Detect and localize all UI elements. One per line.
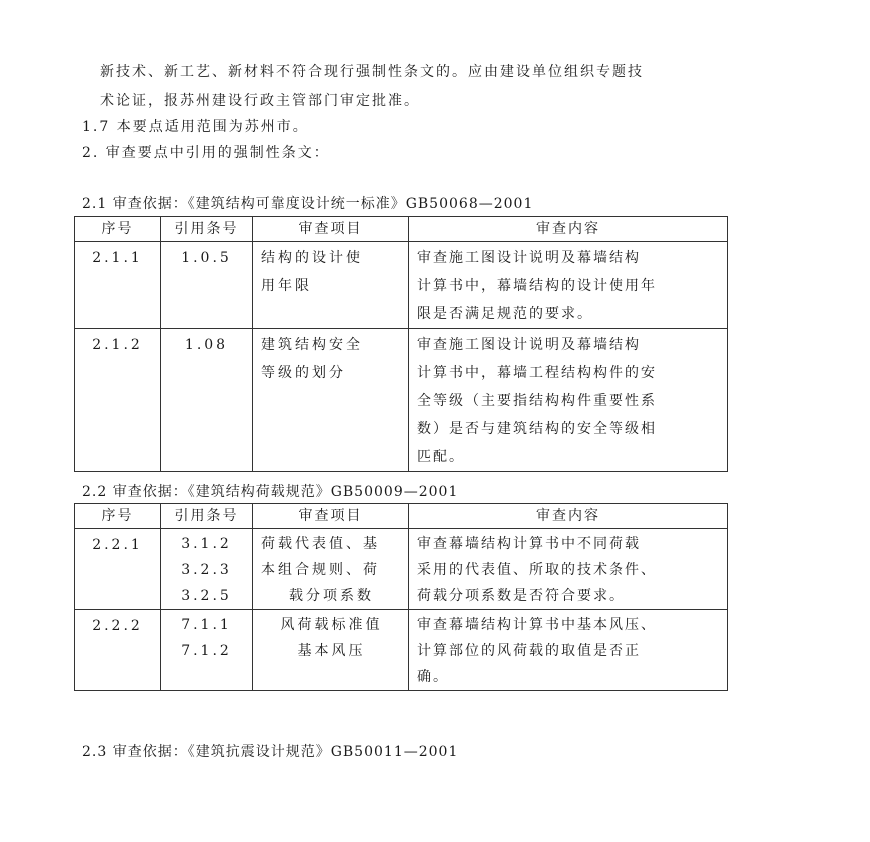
content-line: 采用的代表值、所取的技术条件、: [417, 562, 657, 578]
row-no: 2.2.1: [75, 529, 161, 610]
content-line: 荷载分项系数是否符合要求。: [417, 588, 625, 604]
content-line: 计算书中，幕墙结构的设计使用年: [417, 278, 657, 294]
content-line: 审查幕墙结构计算书中不同荷载: [417, 536, 641, 552]
item-line: 基本风压: [297, 643, 366, 659]
content-line: 审查施工图设计说明及幕墙结构: [417, 250, 641, 266]
intro-line-3: 1.7 本要点适用范围为苏州市。: [82, 119, 309, 135]
item-line: 等级的划分: [261, 365, 346, 381]
row-content: [409, 610, 728, 691]
header-no: 序号: [75, 217, 161, 242]
table-header-row: [75, 504, 728, 529]
row-no: 2.1.1: [75, 242, 161, 329]
row-content: [409, 529, 728, 610]
ref-line: 1.08: [184, 337, 229, 353]
row-no: 2.1.2: [75, 329, 161, 472]
header-content: 审查内容: [409, 504, 728, 529]
ref-line: 7.1.2: [181, 643, 232, 659]
row-ref: [161, 329, 253, 472]
header-content: 审查内容: [409, 217, 728, 242]
content-line: 匹配。: [417, 449, 465, 465]
header-no: 序号: [75, 504, 161, 529]
table-2-1: [74, 216, 728, 472]
content-line: 限是否满足规范的要求。: [417, 306, 593, 322]
header-item: 审查项目: [253, 217, 409, 242]
row-ref: [161, 242, 253, 329]
row-item: [253, 529, 409, 610]
item-line: 用年限: [261, 278, 312, 294]
row-content: [409, 242, 728, 329]
row-content: [409, 329, 728, 472]
content-line: 计算书中，幕墙工程结构构件的安: [417, 365, 657, 381]
item-line: 本组合规则、荷: [261, 562, 380, 578]
content-line: 审查幕墙结构计算书中基本风压、: [417, 617, 657, 633]
row-item: [253, 329, 409, 472]
intro-line-2: 术论证，报苏州建设行政主管部门审定批准。: [100, 93, 420, 109]
content-line: 审查施工图设计说明及幕墙结构: [417, 337, 641, 353]
header-item: 审查项目: [253, 504, 409, 529]
ref-line: 7.1.1: [181, 617, 232, 633]
row-ref: [161, 529, 253, 610]
row-item: [253, 242, 409, 329]
row-no: 2.2.2: [75, 610, 161, 691]
row-ref: [161, 610, 253, 691]
item-line: 载分项系数: [289, 588, 374, 604]
section-2-2-caption: 2.2 审查依据：《建筑结构荷载规范》GB50009—2001: [82, 484, 459, 500]
table-header-row: [75, 217, 728, 242]
ref-line: 3.2.3: [181, 562, 232, 578]
header-ref: 引用条号: [161, 504, 253, 529]
table-2-2: [74, 503, 728, 691]
ref-line: 3.2.5: [181, 588, 232, 604]
intro-line-1: 新技术、新工艺、新材料不符合现行强制性条文的。应由建设单位组织专题技: [100, 64, 644, 80]
item-line: 建筑结构安全: [261, 337, 363, 353]
content-line: 计算部位的风荷载的取值是否正: [417, 643, 641, 659]
ref-line: 1.0.5: [181, 250, 232, 266]
table-row: [75, 529, 728, 610]
intro-line-4: 2. 审查要点中引用的强制性条文：: [82, 145, 330, 161]
table-row: [75, 329, 728, 472]
item-line: 荷载代表值、基: [261, 536, 380, 552]
table-row: [75, 242, 728, 329]
content-line: 确。: [417, 669, 449, 685]
header-ref: 引用条号: [161, 217, 253, 242]
content-line: 数）是否与建筑结构的安全等级相: [417, 421, 657, 437]
table-row: [75, 610, 728, 691]
section-2-3-caption: 2.3 审查依据：《建筑抗震设计规范》GB50011—2001: [82, 744, 459, 760]
row-item: [253, 610, 409, 691]
item-line: 风荷载标准值: [280, 617, 383, 633]
content-line: 全等级（主要指结构构件重要性系: [417, 393, 657, 409]
item-line: 结构的设计使: [261, 250, 363, 266]
section-2-1-caption: 2.1 审查依据：《建筑结构可靠度设计统一标准》GB50068—2001: [82, 196, 534, 212]
ref-line: 3.1.2: [181, 536, 232, 552]
